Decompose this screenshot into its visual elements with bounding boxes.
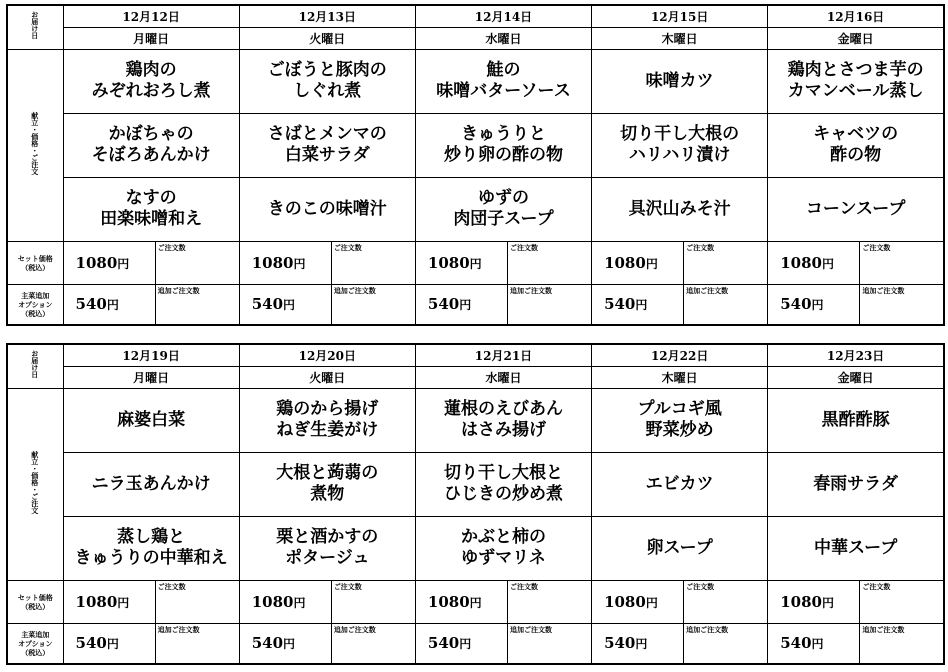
weekday: 木曜日 [661,370,698,385]
extra-order-count-label: 追加ご注文数 [333,624,376,634]
extra-order-count-field[interactable] [507,623,591,664]
dish-name: 鶏肉の みぞれおろし煮 [91,60,211,101]
extra-order-count-field[interactable] [860,284,944,325]
weekday: 金曜日 [837,370,874,385]
set-price-label-line1: セット価格 [17,253,53,263]
option-price-value: 540 [75,295,107,314]
extra-order-count-field[interactable] [331,284,415,325]
option-price-value: 540 [604,295,636,314]
dish-name: 蓮根のえびあん はさみ揚げ [443,399,563,440]
option-price-row [7,623,944,664]
option-label-line1: 主菜追加 [21,629,50,639]
yen-unit: 円 [106,298,119,313]
option-label [8,630,63,657]
date-cell [592,5,768,27]
weekday-cell [768,366,944,388]
dish-name: 鶏のから揚げ ねぎ生姜がけ [276,399,379,440]
order-count-label: ご注文数 [157,242,186,252]
dish-name: ゆずの 肉団子スープ [453,188,554,229]
option-price [415,284,507,325]
set-price-row [7,241,944,284]
dish-cell [592,452,768,516]
order-count-label: ご注文数 [509,242,538,252]
delivery-date: 12月13日 [298,9,356,24]
order-count-label: ご注文数 [686,581,715,591]
dish-name: さばとメンマの 白菜サラダ [267,124,387,165]
option-label-line3: （税込） [21,308,50,318]
set-price-value: 1080 [780,592,822,611]
option-price [768,284,860,325]
weekday-row [7,366,944,388]
dish-cell [768,388,944,452]
dish-name: かぶと柿の ゆずマリネ [460,527,546,568]
yen-unit: 円 [293,595,306,610]
date-cell [63,344,239,366]
yen-unit: 円 [645,256,658,271]
week-1-menu-table [6,4,945,326]
dish-cell [63,113,239,177]
set-price-value: 1080 [251,253,294,272]
yen-unit: 円 [821,595,834,610]
weekday: 水曜日 [485,370,522,385]
delivery-date: 12月23日 [826,348,885,363]
dish-cell [239,452,415,516]
option-label-line2: オプション [18,638,53,648]
extra-order-count-label: 追加ご注文数 [333,285,376,295]
dish-cell [768,516,944,580]
order-count-field[interactable] [860,241,944,284]
dish-cell [239,177,415,241]
dish-name: きゅうりと 炒り卵の酢の物 [443,124,563,165]
yen-unit: 円 [645,595,658,610]
dish-name: 蒸し鶏と きゅうりの中華和え [74,527,228,568]
order-count-field[interactable] [155,580,239,623]
option-price-value: 540 [780,295,812,314]
dish-name: 栗と酒かすの ポタージュ [276,527,379,568]
date-row [7,5,944,27]
weekday-cell [415,27,591,49]
option-price [63,284,155,325]
delivery-date-label: お届け日 [30,350,40,379]
delivery-date: 12月22日 [650,348,709,363]
set-price-value: 1080 [251,592,294,611]
order-count-field[interactable] [860,580,944,623]
weekday-cell [63,366,239,388]
dish-name: なすの 田楽味噌和え [100,188,203,229]
yen-unit: 円 [469,595,482,610]
weekday-cell [239,366,415,388]
menu-price-order-label: 献立・価格・ご注文 [30,111,40,175]
extra-order-count-label: 追加ご注文数 [686,285,729,295]
option-label [8,291,63,318]
dish-cell [592,177,768,241]
menu-price-order-label: 献立・価格・ご注文 [30,450,40,514]
extra-order-count-field[interactable] [507,284,591,325]
option-price [239,284,331,325]
extra-order-count-label: 追加ご注文数 [686,624,729,634]
option-price-value: 540 [604,634,636,653]
yen-unit: 円 [283,298,296,313]
yen-unit: 円 [459,298,472,313]
extra-order-count-label: 追加ご注文数 [157,285,200,295]
dish-cell [239,113,415,177]
weekday: 月曜日 [133,31,170,46]
date-cell [768,5,944,27]
set-price-label [8,254,63,272]
extra-order-count-label: 追加ご注文数 [862,285,905,295]
option-price [592,623,684,664]
date-cell [415,344,591,366]
delivery-date: 12月21日 [474,348,533,363]
delivery-date-label-cell [7,344,63,388]
dish-cell [239,49,415,113]
yen-unit: 円 [293,256,306,271]
weekday-cell [63,27,239,49]
yen-unit: 円 [811,637,824,652]
dish-name: 春雨サラダ [813,473,899,494]
order-count-field[interactable] [684,241,768,284]
order-count-label: ご注文数 [333,581,362,591]
dish-name: 麻婆白菜 [117,409,186,430]
dish-cell [768,113,944,177]
dish-name: キャベツの 酢の物 [813,124,899,165]
set-price-row [7,580,944,623]
dish-name: 中華スープ [813,537,898,558]
dish-name: プルコギ風 野菜炒め [637,399,722,440]
order-count-field[interactable] [507,580,591,623]
dish-cell [592,516,768,580]
extra-order-count-label: 追加ご注文数 [509,285,552,295]
weekday: 月曜日 [133,370,170,385]
order-count-label: ご注文数 [862,581,891,591]
dish-cell [415,177,591,241]
set-price [592,580,684,623]
extra-order-count-field[interactable] [155,284,239,325]
yen-unit: 円 [635,298,648,313]
date-cell [239,5,415,27]
weekday: 金曜日 [837,31,874,46]
option-label-line3: （税込） [21,647,50,657]
weekday: 水曜日 [485,31,522,46]
option-price-value: 540 [427,634,460,653]
set-price-label-cell [7,241,63,284]
yen-unit: 円 [117,595,130,610]
delivery-date-label-cell [7,5,63,49]
option-label-line2: オプション [18,299,53,309]
date-cell [63,5,239,27]
yen-unit: 円 [106,637,119,652]
option-price-value: 540 [780,634,812,653]
date-cell [239,344,415,366]
option-price [768,623,860,664]
dish-cell [768,177,944,241]
extra-order-count-label: 追加ご注文数 [157,624,200,634]
extra-order-count-field[interactable] [684,623,768,664]
set-price [63,241,155,284]
dish-row [7,113,944,177]
dish-cell [592,388,768,452]
set-price [592,241,684,284]
extra-order-count-label: 追加ご注文数 [509,624,552,634]
dish-row [7,452,944,516]
dish-cell [415,452,591,516]
dish-cell [239,516,415,580]
set-price [63,580,155,623]
dish-cell [63,388,239,452]
set-price-value: 1080 [427,592,470,611]
set-price-label-cell [7,580,63,623]
dish-name: ニラ玉あんかけ [91,473,211,494]
yen-unit: 円 [283,637,296,652]
dish-name: かぼちゃの そぼろあんかけ [91,124,211,165]
delivery-date: 12月16日 [826,9,885,24]
order-count-label: ご注文数 [862,242,891,252]
extra-order-count-field[interactable] [331,623,415,664]
set-price [768,580,860,623]
set-price-label-line2: （税込） [21,262,50,272]
extra-order-count-label: 追加ご注文数 [862,624,905,634]
dish-name: 具沢山みそ汁 [628,198,731,219]
set-price-value: 1080 [780,253,822,272]
option-price-value: 540 [75,634,107,653]
option-price-value: 540 [427,295,460,314]
set-price [239,241,331,284]
dish-name: 切り干し大根の ハリハリ漬け [620,124,740,165]
date-row [7,344,944,366]
dish-cell [415,516,591,580]
order-count-label: ご注文数 [686,242,715,252]
option-label-line1: 主菜追加 [21,290,50,300]
yen-unit: 円 [811,298,824,313]
order-count-label: ご注文数 [509,581,538,591]
delivery-date: 12月14日 [474,9,533,24]
set-price-value: 1080 [427,253,470,272]
menu-label-cell [7,388,63,580]
order-count-field[interactable] [155,241,239,284]
set-price [415,580,507,623]
dish-row [7,388,944,452]
option-price-value: 540 [251,295,284,314]
date-cell [592,344,768,366]
weekday-row [7,27,944,49]
dish-row [7,516,944,580]
extra-order-count-field[interactable] [684,284,768,325]
yen-unit: 円 [117,256,130,271]
dish-name: コーンスープ [805,198,906,219]
dish-name: 大根と蒟蒻の 煮物 [276,463,379,504]
set-price-value: 1080 [75,592,118,611]
dish-row [7,49,944,113]
order-count-field[interactable] [684,580,768,623]
set-price-value: 1080 [75,253,118,272]
set-price-value: 1080 [604,253,646,272]
delivery-date: 12月20日 [298,348,356,363]
set-price-label-line2: （税込） [21,601,50,611]
extra-order-count-field[interactable] [860,623,944,664]
dish-cell [239,388,415,452]
yen-unit: 円 [821,256,834,271]
delivery-date: 12月15日 [650,9,709,24]
weekday-cell [592,366,768,388]
dish-name: ごぼうと豚肉の しぐれ煮 [267,60,387,101]
set-price [768,241,860,284]
dish-row [7,177,944,241]
weekday: 木曜日 [661,31,698,46]
dish-name: きのこの味噌汁 [267,198,387,219]
yen-unit: 円 [635,637,648,652]
delivery-date-label: お届け日 [30,11,40,40]
dish-cell [63,516,239,580]
weekday: 火曜日 [309,31,346,46]
extra-order-count-field[interactable] [155,623,239,664]
dish-name: 鮭の 味噌バターソース [436,60,571,101]
yen-unit: 円 [469,256,482,271]
option-label-cell [7,623,63,664]
set-price-label [8,593,63,611]
delivery-date: 12月19日 [122,348,180,363]
dish-name: 卵スープ [646,537,713,558]
dish-cell [768,452,944,516]
dish-cell [415,49,591,113]
date-cell [415,5,591,27]
dish-name: エビカツ [645,473,714,494]
weekday-cell [768,27,944,49]
set-price [239,580,331,623]
weekday-cell [592,27,768,49]
option-price-value: 540 [251,634,284,653]
option-price [592,284,684,325]
order-count-label: ご注文数 [157,581,186,591]
option-price [415,623,507,664]
set-price [415,241,507,284]
dish-cell [415,388,591,452]
weekday: 火曜日 [309,370,346,385]
order-count-field[interactable] [331,580,415,623]
order-count-field[interactable] [507,241,591,284]
dish-cell [415,113,591,177]
order-count-field[interactable] [331,241,415,284]
dish-name: 味噌カツ [645,70,714,91]
dish-name: 鶏肉とさつま芋の カマンベール蒸し [787,60,924,101]
set-price-label-line1: セット価格 [17,592,53,602]
dish-cell [63,49,239,113]
menu-label-cell [7,49,63,241]
yen-unit: 円 [459,637,472,652]
dish-name: 切り干し大根と ひじきの炒め煮 [443,463,563,504]
dish-cell [592,49,768,113]
date-cell [768,344,944,366]
weekday-cell [415,366,591,388]
delivery-date: 12月12日 [122,9,180,24]
weekday-cell [239,27,415,49]
option-price [63,623,155,664]
dish-cell [63,177,239,241]
dish-cell [592,113,768,177]
dish-name: 黒酢酢豚 [821,409,890,430]
option-label-cell [7,284,63,325]
set-price-value: 1080 [604,592,646,611]
option-price [239,623,331,664]
dish-cell [63,452,239,516]
option-price-row [7,284,944,325]
week-2-menu-table [6,343,945,665]
order-count-label: ご注文数 [333,242,362,252]
dish-cell [768,49,944,113]
